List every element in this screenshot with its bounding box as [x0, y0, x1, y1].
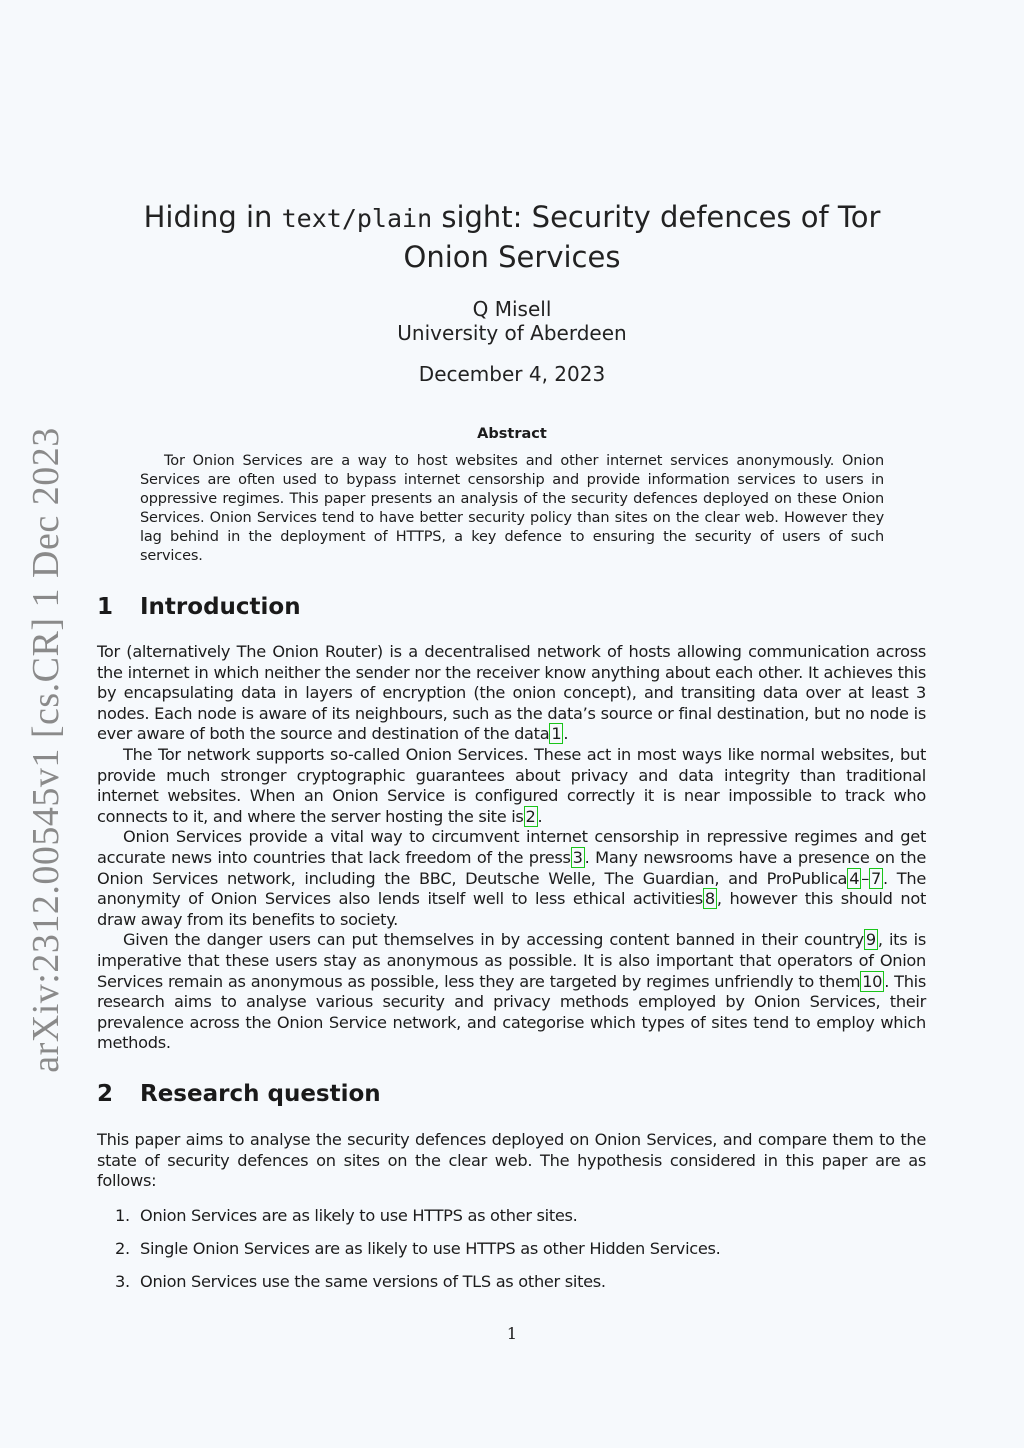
citation-link[interactable]: 3: [572, 847, 583, 867]
author-name: Q Misell: [472, 297, 552, 321]
paragraph-text: The Tor network supports so-called Onion Services. These act in most ways like normal websites, but provide much stronger cryptographic guarantees about privacy and data integrity than traditional internet websites. When an Onion Service is configured correctly it is near impossible to track who connects to it, and where the server hosting the site is: [97, 744, 926, 826]
section-1-body: [97, 642, 926, 1054]
section-2-intro: [97, 1130, 926, 1192]
paragraph-text: .: [563, 724, 569, 744]
section-1-title: Introduction: [140, 594, 301, 620]
title-part-2: sight: Security defences of Tor Onion Services: [403, 200, 881, 274]
section-2-number: 2: [97, 1081, 114, 1107]
list-item: [97, 1238, 926, 1271]
arxiv-identifier: arXiv:2312.00545v1 [cs.CR] 1 Dec 2023: [25, 427, 67, 1073]
abstract-heading: Abstract: [477, 426, 547, 442]
list-item-text: Single Onion Services are as likely to use HTTPS as other Hidden Services.: [140, 1239, 721, 1258]
citation-range-dash: –: [861, 868, 869, 888]
list-item-text: Onion Services are as likely to use HTTPS as other sites.: [140, 1206, 578, 1225]
list-item-text: Onion Services use the same versions of TLS as other sites.: [140, 1272, 606, 1291]
publication-date: December 4, 2023: [418, 362, 606, 386]
citation-link[interactable]: 9: [865, 930, 876, 950]
paragraph: [97, 827, 926, 930]
section-2-title: Research question: [140, 1081, 381, 1107]
list-marker: 2.: [115, 1239, 130, 1258]
paragraph-text: Tor (alternatively The Onion Router) is a decentralised network of hosts allowing communication across the internet in which neither the sender nor the receiver know anything about each other. It achieves this by encapsulating data in layers of encryption (the onion concept), and transiting data over at least 3 nodes. Each node is aware of its neighbours, such as the data’s source or final destination, but no node is ever aware of both the source and destination of the data: [97, 642, 926, 744]
list-marker: 1.: [115, 1206, 130, 1225]
list-item: [97, 1271, 926, 1304]
abstract-text: Tor Onion Services are a way to host websites and other internet services anonymously. Onion Services are often used to bypass internet censorship and provide information services to users in oppressive regimes. This paper presents an analysis of the security defences deployed on these Onion Services. Onion Services tend to have better security policy than sites on the clear web. However they lag behind in the deployment of HTTPS, a key defence to ensuring the security of users of such services.: [140, 453, 884, 564]
paragraph-text: , however this should not draw away from its benefits to society.: [97, 889, 926, 929]
citation-link[interactable]: 1: [551, 724, 562, 744]
paper-title: [120, 198, 904, 276]
paragraph-text: Given the danger users can put themselves in by accessing content banned in their country: [123, 930, 864, 950]
section-2-heading: [97, 1081, 381, 1107]
paragraph: [97, 745, 926, 827]
paragraph-text: Onion Services provide a vital way to circumvent internet censorship in repressive regimes and get accurate news into countries that lack freedom of the press: [97, 827, 926, 867]
citation-link[interactable]: 2: [525, 806, 536, 826]
paragraph-text: . This research aims to analyse various security and privacy methods employed by Onion Services, their prevalence across the Onion Service network, and categorise which types of sites tend to employ which methods.: [97, 971, 926, 1053]
paragraph: This paper aims to analyse the security defences deployed on Onion Services, and compare them to the state of security defences on sites on the clear web. The hypothesis considered in this paper are as follows:: [97, 1130, 926, 1191]
author-affiliation: University of Aberdeen: [397, 321, 627, 345]
paragraph-text: .: [537, 806, 543, 826]
section-1-heading: [97, 594, 301, 620]
paragraph-text: . The anonymity of Onion Services also lends itself well to less ethical activities: [97, 868, 926, 909]
paragraph-text: , its is imperative that these users stay as anonymous as possible. It is also important that operators of Onion Services remain as anonymous as possible, less they are targeted by regimes unfriendly to them: [97, 930, 926, 991]
citation-link[interactable]: 10: [862, 971, 883, 991]
hypothesis-list: [97, 1205, 926, 1304]
list-marker: 3.: [115, 1272, 130, 1291]
paragraph: [97, 930, 926, 1054]
citation-link[interactable]: 8: [704, 889, 715, 909]
title-code: text/plain: [281, 204, 433, 233]
paragraph-text: . Many newsrooms have a presence on the Onion Services network, including the BBC, Deutsche Welle, The Guardian, and ProPublica: [97, 847, 926, 888]
paragraph: [97, 642, 926, 745]
citation-link[interactable]: 4: [849, 868, 860, 888]
title-part-1: Hiding in: [143, 200, 282, 234]
section-1-number: 1: [97, 594, 114, 620]
list-item: [97, 1205, 926, 1238]
page-number: 1: [506, 1324, 518, 1343]
citation-link[interactable]: 7: [870, 868, 881, 888]
